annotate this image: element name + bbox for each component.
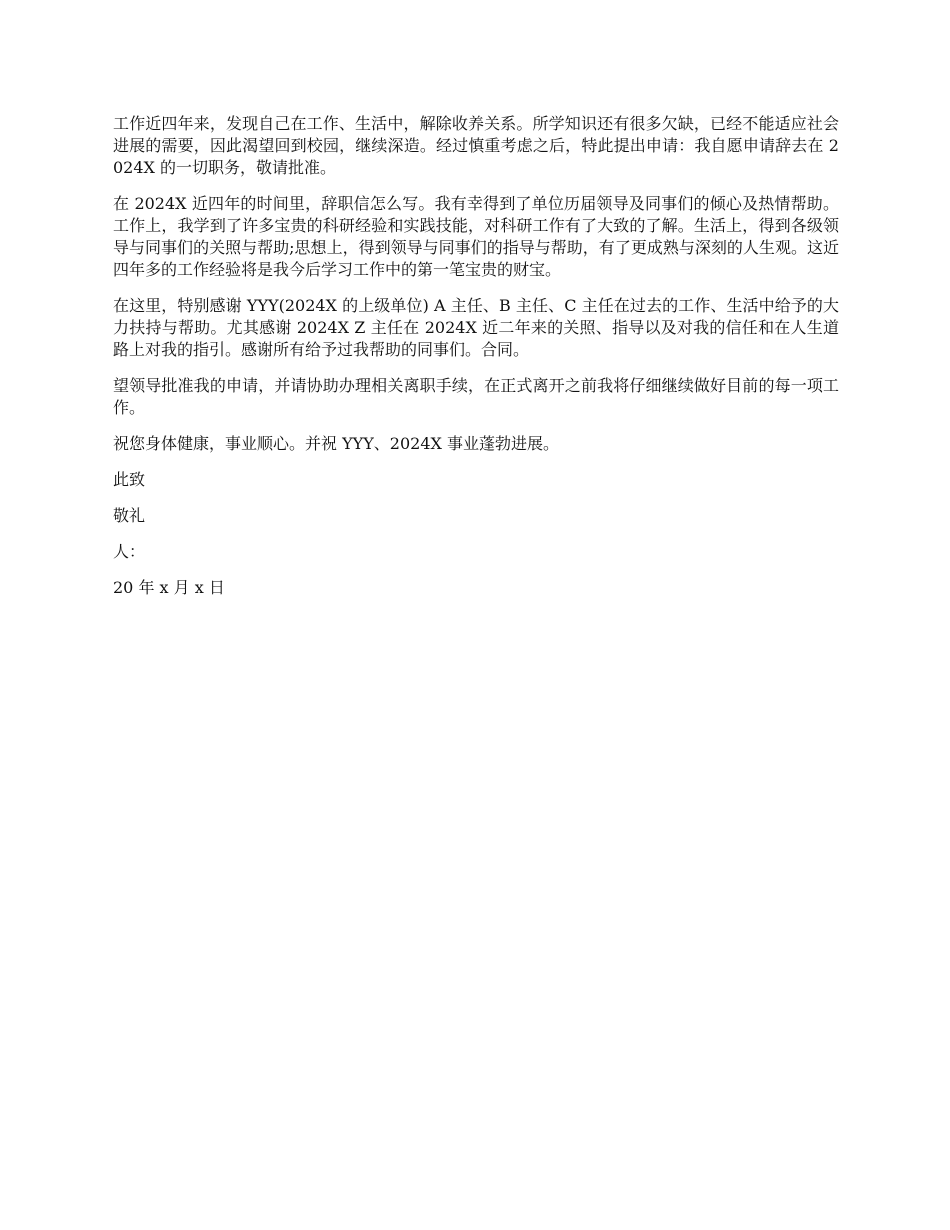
paragraph-work-experience: 在 2024X 近四年的时间里，辞职信怎么写。我有幸得到了单位历届领导及同事们的倾心及热情帮助。工作上，我学到了许多宝贵的科研经验和实践技能，对科研工作有了大致的了解。生活上，得到各级领导与同事们的关照与帮助;思想上，得到领导与同事们的指导与帮助，有了更成熟与深刻的人生观。这近四年多的工作经验将是我今后学习工作中的第一笔宝贵的财宝。 — [113, 194, 839, 279]
signature-line: 人： — [113, 542, 146, 561]
paragraph-approval-request: 望领导批准我的申请，并请协助办理相关离职手续，在正式离开之前我将仔细继续做好目前的每一项工作。 — [113, 376, 839, 417]
date-line: 20 年 x 月 x 日 — [113, 578, 225, 597]
closing-regards: 敬礼 — [113, 506, 146, 525]
paragraph-thanks: 在这里，特别感谢 YYY(2024X 的上级单位) A 主任、B 主任、C 主任在过去的工作、生活中给予的大力扶持与帮助。尤其感谢 2024X Z 主任在 2024X 近二年来的关照、指导以及对我的信任和在人生道路上对我的指引。感谢所有给予过我帮助的同事们。合同。 — [113, 296, 839, 359]
paragraph-resignation-request: 工作近四年来，发现自己在工作、生活中，解除收养关系。所学知识还有很多欠缺，已经不能适应社会进展的需要，因此渴望回到校园，继续深造。经过慎重考虑之后，特此提出申请：我自愿申请辞去在 2024X 的一切职务，敬请批准。 — [113, 114, 839, 177]
paragraph-wishes: 祝您身体健康，事业顺心。并祝 YYY、2024X 事业蓬勃进展。 — [113, 434, 559, 453]
closing-salutation: 此致 — [113, 470, 146, 489]
document-body — [113, 113, 839, 613]
